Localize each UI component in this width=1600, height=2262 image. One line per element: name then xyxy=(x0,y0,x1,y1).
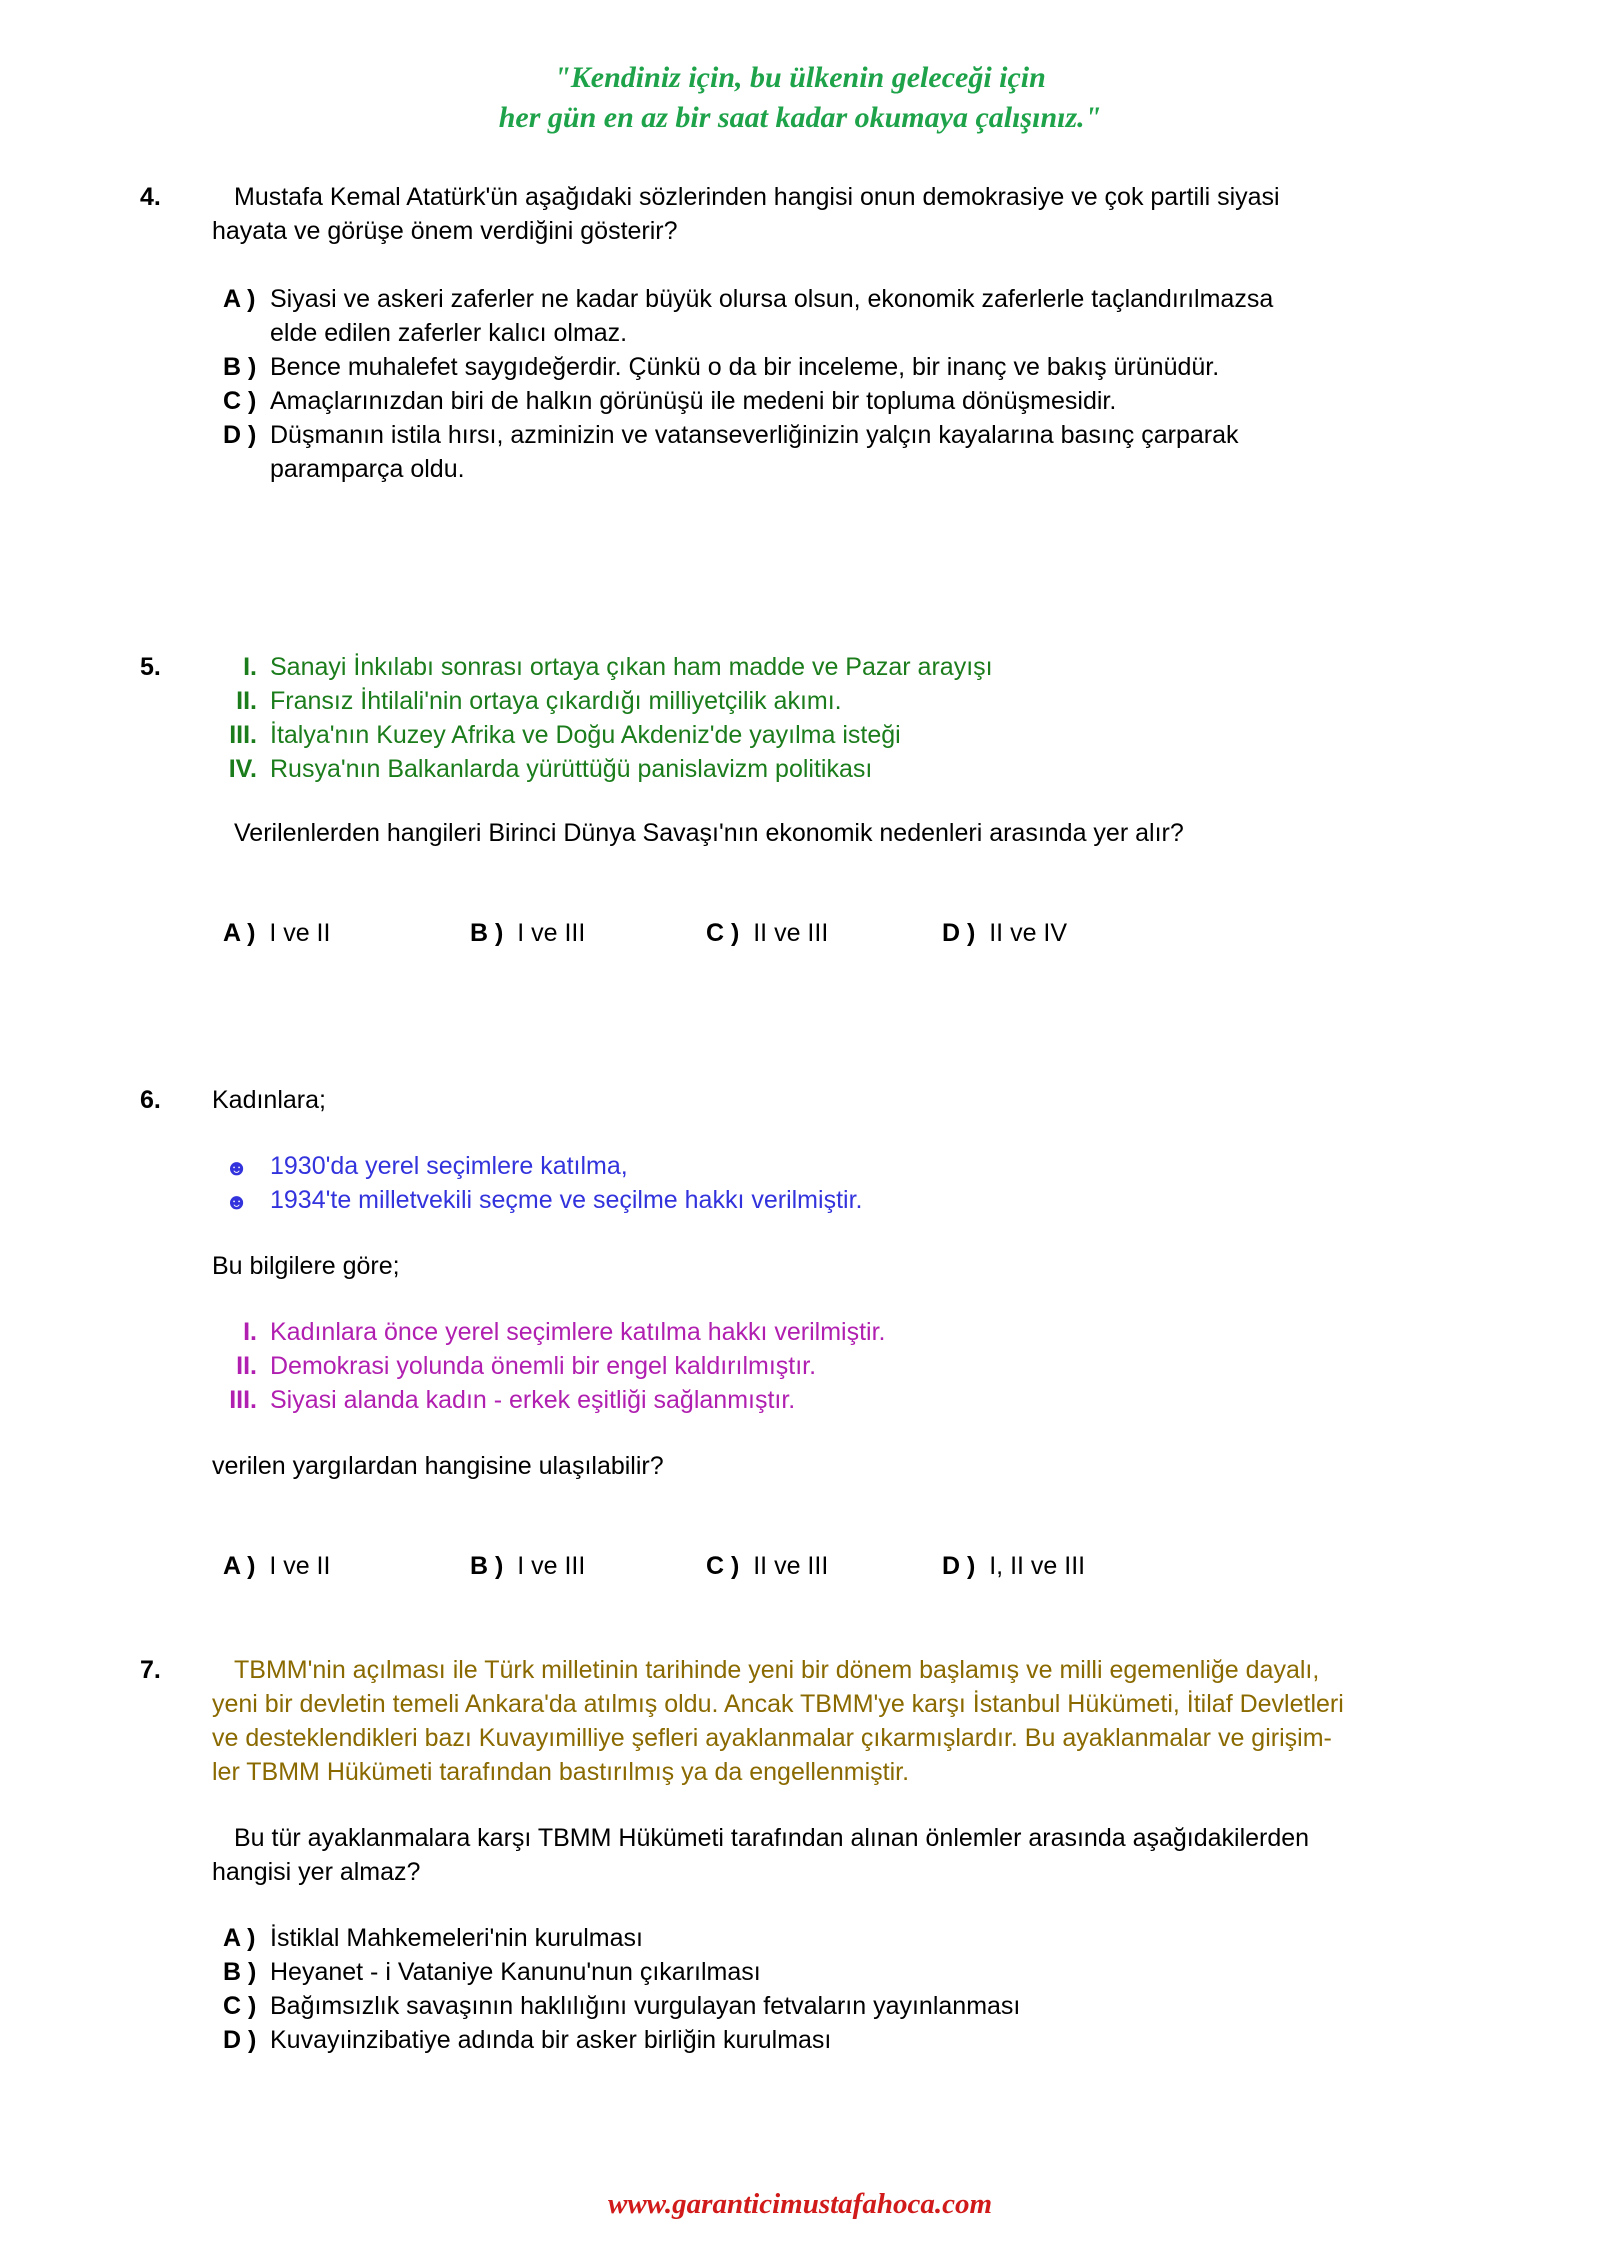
option-text: II ve III xyxy=(753,919,829,947)
option-text: I ve II xyxy=(269,1552,331,1580)
option-text: I ve II xyxy=(269,919,331,947)
option-label: D ) xyxy=(942,1552,976,1580)
option-b[interactable] xyxy=(470,1549,585,1583)
judgement-text: Siyasi alanda kadın - erkek eşitliği sağlanmıştır. xyxy=(270,1386,796,1414)
judgement-text: Kadınlara önce yerel seçimlere katılma hakkı verilmiştir. xyxy=(270,1318,886,1346)
stem-line: hayata ve görüşe önem verdiğini gösterir? xyxy=(212,217,678,245)
question-prompt: verilen yargılardan hangisine ulaşılabilir? xyxy=(212,1452,664,1480)
passage-line: yeni bir devletin temeli Ankara'da atılmış oldu. Ancak TBMM'ye karşı İstanbul Hükümeti, İtilaf Devletleri xyxy=(212,1690,1344,1718)
option-label: D ) xyxy=(942,919,976,947)
judgement-label: I. xyxy=(243,1318,257,1346)
option-text: Amaçlarınızdan biri de halkın görünüşü ile medeni bir topluma dönüşmesidir. xyxy=(270,387,1117,415)
premise-label: III. xyxy=(229,721,257,749)
smiley-icon: ☻ xyxy=(225,1189,249,1214)
question-number: 5. xyxy=(140,653,161,681)
option-c[interactable] xyxy=(140,1989,1460,2023)
question-stem xyxy=(212,180,1442,214)
option-text: elde edilen zaferler kalıcı olmaz. xyxy=(270,319,628,347)
passage-line: ve desteklendikleri bazı Kuvayımilliye şefleri ayaklanmalar çıkarmışlardır. Bu ayaklanmalar ve girişim- xyxy=(212,1724,1332,1752)
option-a[interactable] xyxy=(140,282,1460,350)
option-text: II ve III xyxy=(753,1552,829,1580)
option-label: D ) xyxy=(223,2026,257,2054)
premise-text: Sanayi İnkılabı sonrası ortaya çıkan ham madde ve Pazar arayışı xyxy=(270,653,993,681)
option-a[interactable] xyxy=(140,1921,1460,1955)
prompt-line: hangisi yer almaz? xyxy=(212,1858,421,1886)
question-prompt xyxy=(212,1821,1442,1889)
website-link[interactable]: www.garanticimustafahoca.com xyxy=(607,2188,993,2220)
option-label: A ) xyxy=(223,285,256,313)
option-label: A ) xyxy=(223,919,256,947)
option-label: D ) xyxy=(223,421,257,449)
passage-line: ler TBMM Hükümeti tarafından bastırılmış ya da engellenmiştir. xyxy=(212,1758,910,1786)
premise-item xyxy=(140,718,1460,752)
option-label: B ) xyxy=(470,1552,504,1580)
judgement-item xyxy=(140,1315,1460,1349)
premise-label: I. xyxy=(243,653,257,681)
option-text: I ve III xyxy=(517,919,586,947)
option-text: paramparça oldu. xyxy=(270,455,465,483)
option-c[interactable] xyxy=(706,1549,828,1583)
option-label: C ) xyxy=(706,1552,740,1580)
fact-item xyxy=(140,1149,1460,1183)
answer-options xyxy=(140,1549,1460,1583)
option-d[interactable] xyxy=(942,916,1067,950)
premise-item xyxy=(140,650,1460,684)
option-text: Düşmanın istila hırsı, azminizin ve vatanseverliğinizin yalçın kayalarına basınç çarparak xyxy=(270,421,1239,449)
passage-line: TBMM'nin açılması ile Türk milletinin tarihinde yeni bir dönem başlamış ve milli egemenliğe dayalı, xyxy=(234,1656,1320,1684)
judgement-label: II. xyxy=(236,1352,257,1380)
question-number: 6. xyxy=(140,1086,161,1114)
option-b[interactable] xyxy=(470,916,585,950)
stem-line: Mustafa Kemal Atatürk'ün aşağıdaki sözlerinden hangisi onun demokrasiye ve çok partili siyasi xyxy=(234,183,1280,211)
option-text: Kuvayıinzibatiye adında bir asker birliğin kurulması xyxy=(270,2026,832,2054)
question-number: 7. xyxy=(140,1656,161,1684)
option-label: A ) xyxy=(223,1924,256,1952)
option-c[interactable] xyxy=(140,384,1460,418)
question-number: 4. xyxy=(140,183,161,211)
premise-label: IV. xyxy=(228,755,257,783)
option-text: İstiklal Mahkemeleri'nin kurulması xyxy=(270,1924,643,1952)
question-intro: Kadınlara; xyxy=(212,1086,326,1114)
option-d[interactable] xyxy=(942,1549,1085,1583)
option-text: I, II ve III xyxy=(989,1552,1086,1580)
option-a[interactable] xyxy=(223,1549,330,1583)
premise-text: Rusya'nın Balkanlarda yürüttüğü panislavizm politikası xyxy=(270,755,873,783)
option-d[interactable] xyxy=(140,418,1460,486)
smiley-icon: ☻ xyxy=(225,1155,249,1180)
premise-item xyxy=(140,752,1460,786)
judgement-item xyxy=(140,1383,1460,1417)
fact-text: 1934'te milletvekili seçme ve seçilme hakkı verilmiştir. xyxy=(270,1186,863,1214)
option-label: C ) xyxy=(223,1992,257,2020)
answer-options xyxy=(140,916,1460,950)
option-text: Bence muhalefet saygıdeğerdir. Çünkü o da bir inceleme, bir inanç ve bakış ürünüdür. xyxy=(270,353,1220,381)
question-prompt: Verilenlerden hangileri Birinci Dünya Savaşı'nın ekonomik nedenleri arasında yer alır? xyxy=(234,819,1184,847)
premise-item xyxy=(140,684,1460,718)
option-text: I ve III xyxy=(517,1552,586,1580)
premise-text: İtalya'nın Kuzey Afrika ve Doğu Akdeniz'de yayılma isteği xyxy=(270,721,901,749)
option-label: C ) xyxy=(223,387,257,415)
motto-line-2: her gün en az bir saat kadar okumaya çalışınız." xyxy=(498,101,1102,134)
prompt-line: Bu tür ayaklanmalara karşı TBMM Hükümeti tarafından alınan önlemler arasında aşağıdakilerden xyxy=(234,1824,1310,1852)
motto-line-1: "Kendiniz için, bu ülkenin geleceği için xyxy=(554,61,1046,94)
option-label: B ) xyxy=(470,919,504,947)
passage xyxy=(212,1653,1442,1789)
option-label: B ) xyxy=(223,353,257,381)
fact-text: 1930'da yerel seçimlere katılma, xyxy=(270,1152,628,1180)
option-c[interactable] xyxy=(706,916,828,950)
option-text: Siyasi ve askeri zaferler ne kadar büyük olursa olsun, ekonomik zaferlerle taçlandırılmazsa xyxy=(270,285,1274,313)
premise-label: II. xyxy=(236,687,257,715)
judgement-label: III. xyxy=(229,1386,257,1414)
option-label: B ) xyxy=(223,1958,257,1986)
option-label: C ) xyxy=(706,919,740,947)
option-text: Heyanet - i Vataniye Kanunu'nun çıkarılması xyxy=(270,1958,761,1986)
question-middle: Bu bilgilere göre; xyxy=(212,1252,400,1280)
motto-quote xyxy=(0,58,1600,138)
judgement-item xyxy=(140,1349,1460,1383)
option-text: Bağımsızlık savaşının haklılığını vurgulayan fetvaların yayınlanması xyxy=(270,1992,1021,2020)
option-a[interactable] xyxy=(223,916,330,950)
fact-item xyxy=(140,1183,1460,1217)
option-d[interactable] xyxy=(140,2023,1460,2057)
premise-text: Fransız İhtilali'nin ortaya çıkardığı milliyetçilik akımı. xyxy=(270,687,842,715)
option-b[interactable] xyxy=(140,1955,1460,1989)
option-label: A ) xyxy=(223,1552,256,1580)
judgement-text: Demokrasi yolunda önemli bir engel kaldırılmıştır. xyxy=(270,1352,817,1380)
option-text: II ve IV xyxy=(989,919,1068,947)
option-b[interactable] xyxy=(140,350,1460,384)
